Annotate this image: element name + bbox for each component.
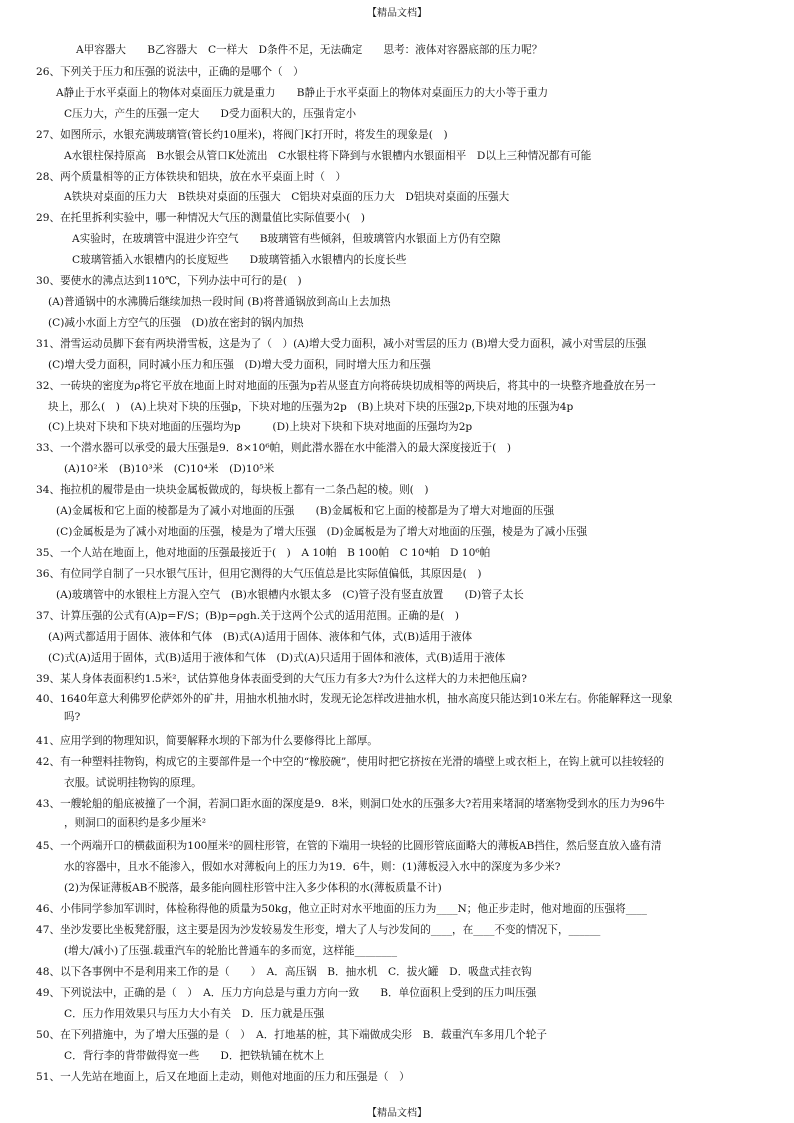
- text-line: (2)为保证薄板AB不脱落，最多能向圆柱形管中注入多少体积的水(薄板质量不计): [64, 882, 442, 894]
- text-line: C．背行李的背带做得宽一些 D．把铁轨铺在枕木上: [64, 1050, 325, 1062]
- question-31: 31、滑雪运动员脚下套有两块滑雪板，这是为了（ ）(A)增大受力面积，减小对雪层的压力 (B)增大受力面积，减小对雪层的压强: [36, 338, 647, 350]
- text-line: (C)金属板是为了减小对地面的压强，棱是为了增大压强 (D)金属板是为了增大对地面的压强，棱是为了减小压强: [56, 526, 588, 538]
- text-line: (A)两式都适用于固体、液体和气体 (B)式(A)适用于固体、液体和气体，式(B)适用于液体: [48, 631, 473, 643]
- question-43: 43、一艘轮船的船底被撞了一个洞，若洞口距水面的深度是9．8米，则洞口处水的压强多大?若用来堵洞的堵塞物受到水的压力为96牛: [36, 798, 665, 810]
- question-41: 41、应用学到的物理知识，简要解释水坝的下部为什么要修得比上部厚。: [36, 735, 378, 747]
- page-footer: 【精品文档】: [367, 1108, 427, 1119]
- text-line: 衣服。试说明挂物钩的原理。: [64, 777, 202, 789]
- question-40: 40、1640年意大利佛罗伦萨郊外的矿井，用抽水机抽水时，发现无论怎样改进抽水机，抽水高度只能达到10米左右。你能解释这一现象: [36, 693, 673, 705]
- question-34: 34、拖拉机的履带是由一块块金属板做成的，每块板上都有一二条凸起的棱。则( ): [36, 484, 429, 496]
- text-line: C玻璃管插入水银槽内的长度短些 D玻璃管插入水银槽内的长度长些: [72, 254, 407, 266]
- text-line: (增大/减小)了压强.载重汽车的轮胎比普通车的多而宽，这样能________: [64, 945, 398, 957]
- question-29: 29、在托里拆利实验中，哪一种情况大气压的测量值比实际值要小( ): [36, 212, 365, 224]
- text-line: ，则洞口的面积约是多少厘米²: [64, 817, 206, 829]
- question-51: 51、一人先站在地面上，后又在地面上走动，则他对地面的压力和压强是（ ）: [36, 1071, 410, 1083]
- question-49: 49、下列说法中，正确的是（ ） A．压力方向总是与重力方向一致 B．单位面积上受到的压力叫压强: [36, 987, 537, 999]
- question-46: 46、小伟同学参加军训时，体检称得他的质量为50kg，他立正时对水平地面的压力为____N；他正步走时，他对地面的压强将____: [36, 903, 647, 915]
- text-line: (A)金属板和它上面的棱都是为了减小对地面的压强 (B)金属板和它上面的棱都是为了增大对地面的压强: [56, 505, 555, 517]
- text-line: C压力大，产生的压强一定大 D受力面积大的，压强肯定小: [64, 108, 357, 120]
- question-37: 37、计算压强的公式有(A)p=F/S；(B)p=ρgh.关于这两个公式的适用范围。正确的是( ): [36, 610, 460, 622]
- text-line: (A)玻璃管中的水银柱上方混入空气 (B)水银槽内水银太多 (C)管子没有竖直放置 (D)管子太长: [56, 589, 524, 601]
- question-27: 27、如图所示，水银充满玻璃管(管长约10厘米)，将阀门K打开时，将发生的现象是( ): [36, 129, 448, 141]
- question-47: 47、坐沙发要比坐板凳舒服，这主要是因为沙发较易发生形变，增大了人与沙发间的____，在____不变的情况下，______: [36, 924, 601, 936]
- text-line: 块上，那么( ) (A)上块对下块的压强p，下块对地的压强为2p (B)上块对下块的压强2p,下块对地的压强为4p: [48, 401, 574, 413]
- question-48: 48、以下各事例中不是利用来工作的是（ ） A．高压锅 B．抽水机 C．拔火罐 D．吸盘式挂衣钩: [36, 966, 532, 978]
- question-26: 26、下列关于压力和压强的说法中，正确的是哪个（ ）: [36, 66, 304, 78]
- question-42: 42、有一种塑料挂物钩，构成它的主要部件是一个中空的“橡胶碗”，使用时把它挤按在光滑的墙壁上或衣柜上，在钩上就可以挂较轻的: [36, 756, 665, 768]
- text-line: A水银柱保持原高 B水银会从管口K处流出 C水银柱将下降到与水银槽内水银面相平 D以上三种情况都有可能: [64, 150, 592, 162]
- question-35: 35、一个人站在地面上，他对地面的压强最接近于( ) A 10帕 B 100帕 C 10⁴帕 D 10⁶帕: [36, 547, 491, 559]
- question-32: 32、一砖块的密度为ρ将它平放在地面上时对地面的压强为p若从竖直方向将砖块切成相等的两块后，将其中的一块整齐地叠放在另一: [36, 380, 656, 392]
- question-39: 39、某人身体表面积约1.5米²，试估算他身体表面受到的大气压力有多大?为什么这样大的力未把他压扁?: [36, 673, 527, 685]
- question-28: 28、两个质量相等的正方体铁块和铝块，放在水平桌面上时（ ）: [36, 171, 347, 183]
- text-line: A实验时，在玻璃管中混进少许空气 B玻璃管有些倾斜，但玻璃管内水银面上方仍有空隙: [72, 233, 501, 245]
- text-line: (C)增大受力面积，同时减小压力和压强 (D)增大受力面积，同时增大压力和压强: [48, 359, 431, 371]
- text-line: (A)10²米 (B)10³米 (C)10⁴米 (D)10⁵米: [64, 463, 275, 475]
- page-header: 【精品文档】: [367, 8, 427, 19]
- question-36: 36、有位同学自制了一只水银气压计，但用它测得的大气压值总是比实际值偏低，其原因是( ): [36, 568, 482, 580]
- text-line: (C)上块对下块和下块对地面的压强均为p (D)上块对下块和下块对地面的压强均为2p: [48, 421, 473, 433]
- text-line: 吗?: [64, 711, 81, 723]
- text-line: C．压力作用效果只与压力大小有关 D．压力就是压强: [64, 1008, 325, 1020]
- text-line: (C)减小水面上方空气的压强 (D)放在密封的锅内加热: [48, 317, 304, 329]
- question-45: 45、一个两端开口的横截面积为100厘米²的圆柱形管，在管的下端用一块轻的比圆形管底面略大的薄板AB挡住，然后竖直放入盛有清: [36, 840, 662, 852]
- text-line: (C)式(A)适用于固体，式(B)适用于液体和气体 (D)式(A)只适用于固体和液体，式(B)适用于液体: [48, 652, 506, 664]
- text-line: 水的容器中，且水不能渗入，假如水对薄板向上的压力为19．6牛，则：(1)薄板浸入水中的深度为多少米?: [64, 861, 561, 873]
- question-30: 30、要使水的沸点达到110℃，下列办法中可行的是( ): [36, 275, 302, 287]
- question-50: 50、在下列措施中，为了增大压强的是（ ） A．打地基的桩，其下端做成尖形 B．载重汽车多用几个轮子: [36, 1029, 547, 1041]
- text-line: A甲容器大 B乙容器大 C一样大 D条件不足，无法确定 思考：液体对容器底部的压力呢？: [76, 44, 543, 56]
- text-line: A静止于水平桌面上的物体对桌面压力就是重力 B静止于水平桌面上的物体对桌面压力的大小等于重力: [56, 87, 549, 99]
- text-line: A铁块对桌面的压力大 B铁块对桌面的压强大 C铝块对桌面的压力大 D铝块对桌面的压强大: [64, 191, 510, 203]
- question-33: 33、一个潜水器可以承受的最大压强是9．8×10⁶帕，则此潜水器在水中能潜入的最大深度接近于( ): [36, 442, 511, 454]
- text-line: (A)普通锅中的水沸腾后继续加热一段时间 (B)将普通锅放到高山上去加热: [48, 296, 391, 308]
